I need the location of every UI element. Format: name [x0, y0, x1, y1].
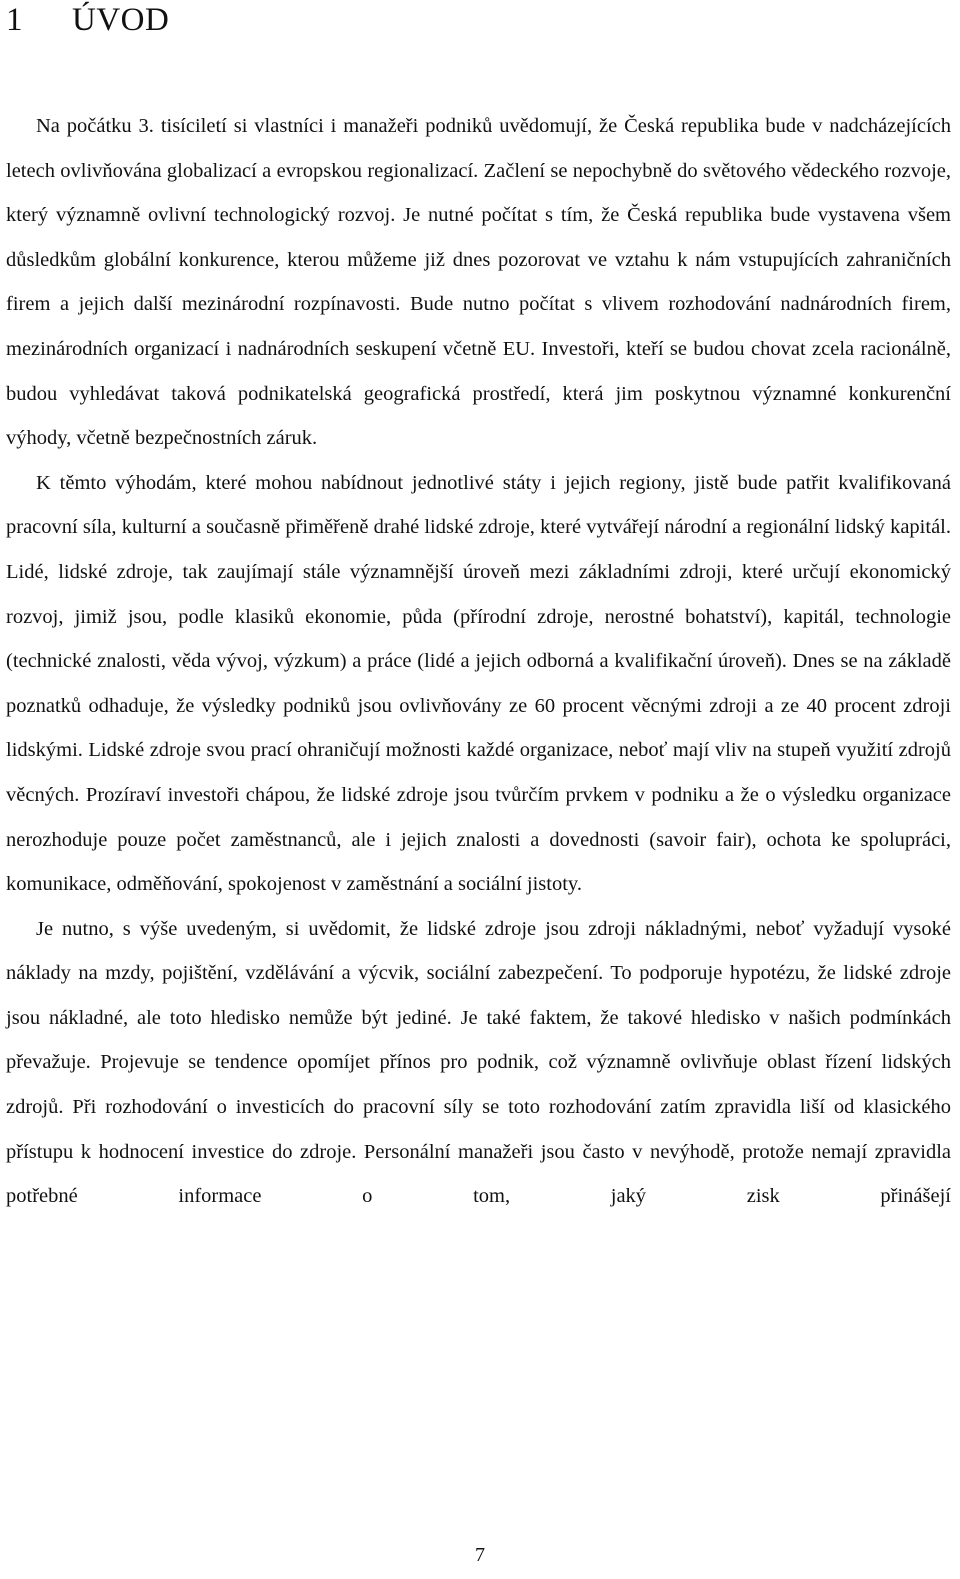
paragraph-2: K těmto výhodám, které mohou nabídnout jednotlivé státy i jejich regiony, jistě bude patřit kvalifikovaná pracovní síla, kulturní a současně přiměřeně drahé lidské zdroje, které vytvářejí národní a regionální lidský kapitál. Lidé, lidské zdroje, tak zaujímají stále významnější úroveň mezi základními zdroji, které určují ekonomický rozvoj, jimiž jsou, podle klasiků ekonomie, půda (přírodní zdroje, nerostné bohatství), kapitál, technologie (technické znalosti, věda vývoj, výzkum) a práce (lidé a jejich odborná a kvalifikační úroveň). Dnes se na základě poznatků odhaduje, že výsledky podniků jsou ovlivňovány ze 60 procent věcnými zdroji a ze 40 procent zdroji lidskými. Lidské zdroje svou prací ohraničují možnosti každé organizace, neboť mají vliv na stupeň využití zdrojů věcných. Prozíraví investoři chápou, že lidské zdroje jsou tvůrčím prvkem v podniku a že o výsledku organizace nerozhoduje pouze počet zaměstnanců, ale i jejich znalosti a dovednosti (savoir fair), ochota ke spolupráci, komunikace, odměňování, spokojenost v zaměstnání a sociální jistoty.	[6, 471, 951, 896]
body-text	[6, 104, 951, 1219]
page-number: 7	[475, 1544, 485, 1566]
chapter-title: ÚVOD	[72, 2, 170, 38]
paragraph-3: Je nutno, s výše uvedeným, si uvědomit, že lidské zdroje jsou zdroji nákladnými, neboť vyžadují vysoké náklady na mzdy, pojištění, vzdělávání a výcvik, sociální zabezpečení. To podporuje hypotézu, že lidské zdroje jsou nákladné, ale toto hledisko nemůže být jediné. Je také faktem, že takové hledisko v našich podmínkách převažuje. Projevuje se tendence opomíjet přínos pro podnik, což významně ovlivňuje oblast řízení lidských zdrojů. Při rozhodování o investicích do pracovní síly se toto rozhodování zatím zpravidla liší od klasického přístupu k hodnocení investice do zdroje. Personální manažeři jsou často v nevýhodě, protože nemají zpravidla potřebné informace o tom, jaký zisk přinášejí	[6, 917, 951, 1208]
paragraph-1: Na počátku 3. tisíciletí si vlastníci i manažeři podniků uvědomují, že Česká republika bude v nadcházejících letech ovlivňována globalizací a evropskou regionalizací. Začlení se nepochybně do světového vědeckého rozvoje, který významně ovlivní technologický rozvoj. Je nutné počítat s tím, že Česká republika bude vystavena všem důsledkům globální konkurence, kterou můžeme již dnes pozorovat ve vztahu k nám vstupujících zahraničních firem a jejich další mezinárodní rozpínavosti. Bude nutno počítat s vlivem rozhodování nadnárodních firem, mezinárodních organizací i nadnárodních seskupení včetně EU. Investoři, kteří se budou chovat zcela racionálně, budou vyhledávat taková podnikatelská geografická prostředí, která jim poskytnou významné konkurenční výhody, včetně bezpečnostních záruk.	[6, 115, 951, 450]
chapter-number: 1	[6, 2, 23, 38]
chapter-heading	[6, 0, 169, 40]
